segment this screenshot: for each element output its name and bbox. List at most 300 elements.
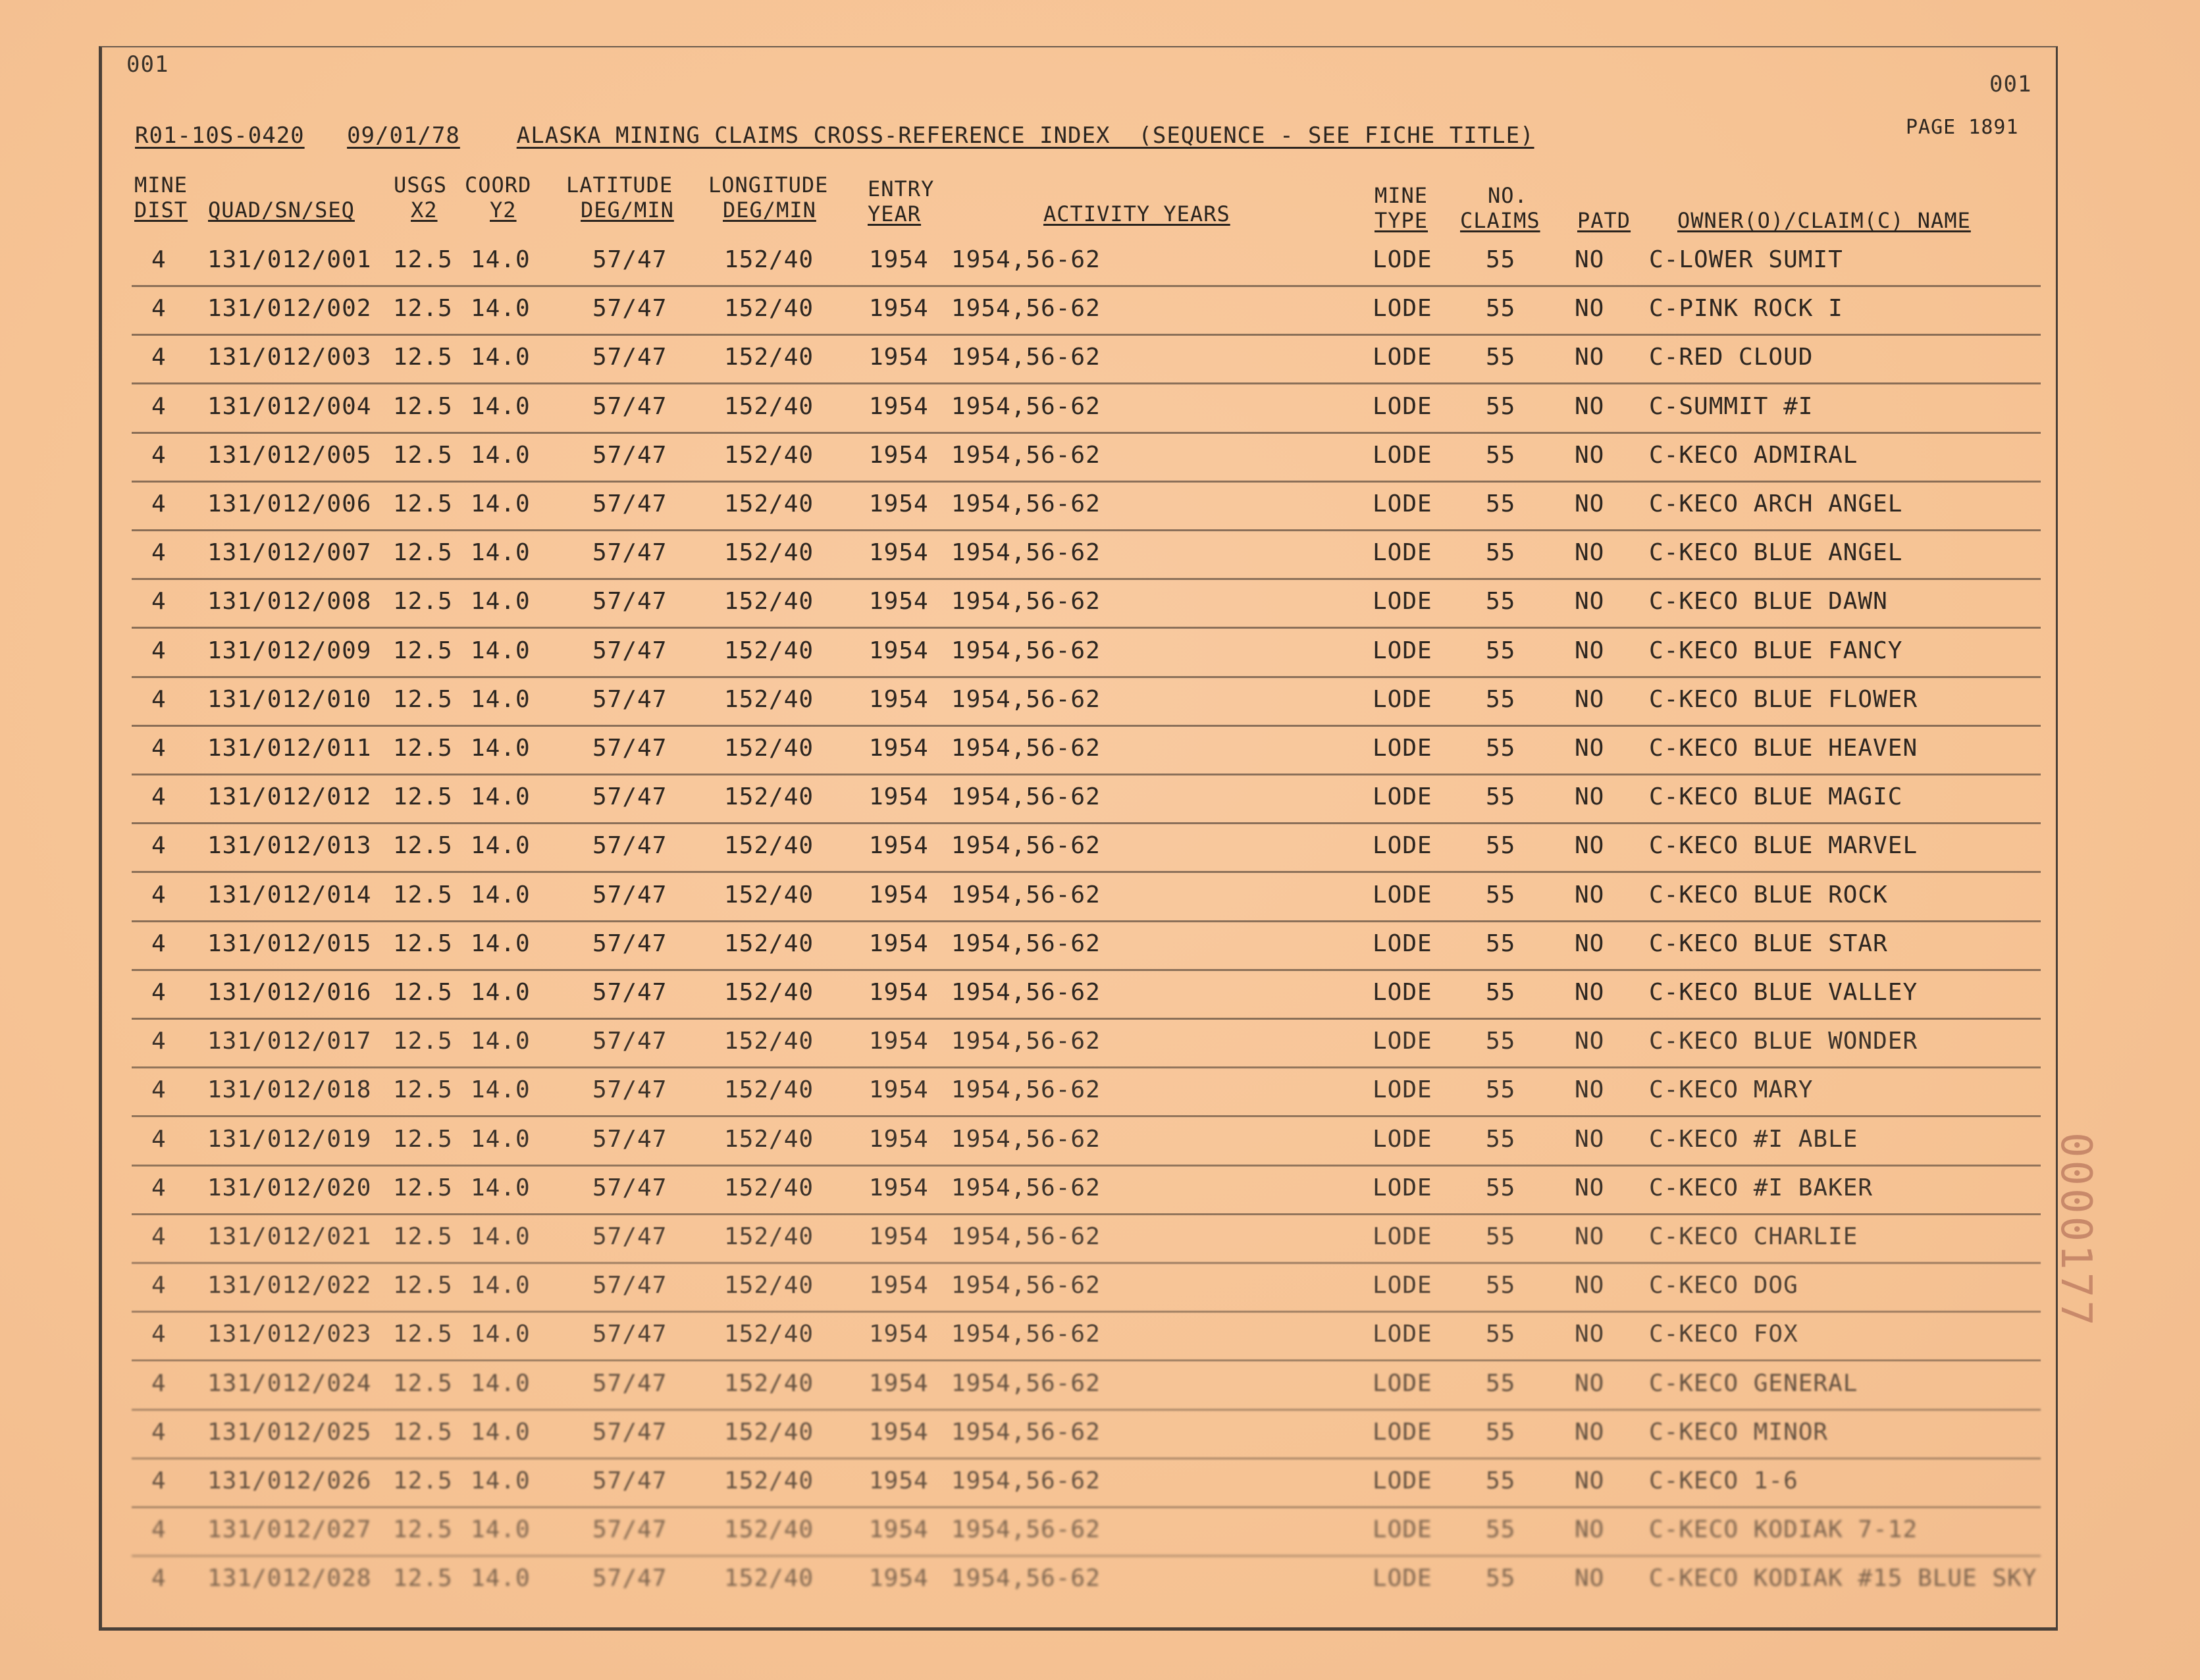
cell-quad-sn-seq: 131/012/002 — [207, 295, 372, 323]
cell-claim-name: C-KECO BLUE HEAVEN — [1649, 735, 1918, 762]
cell-entry-year: 1954 — [869, 1028, 929, 1055]
cell-usgs-x2: 12.5 — [393, 441, 453, 469]
cell-activity-years: 1954,56-62 — [951, 735, 1101, 762]
cell-longitude: 152/40 — [724, 392, 814, 420]
cell-patented: NO — [1575, 588, 1605, 616]
cell-no-claims: 55 — [1486, 979, 1516, 1006]
cell-no-claims: 55 — [1486, 930, 1516, 957]
cell-latitude: 57/47 — [592, 637, 668, 664]
cell-patented: NO — [1575, 1076, 1605, 1104]
cell-mine-dist: 4 — [151, 441, 167, 469]
cell-activity-years: 1954,56-62 — [951, 1076, 1101, 1104]
cell-mine-type: LODE — [1373, 588, 1432, 616]
col-usgs: USGS X2 — [394, 172, 448, 223]
table-row — [132, 922, 2041, 971]
cell-mine-type: LODE — [1373, 783, 1432, 811]
cell-longitude: 152/40 — [724, 979, 814, 1006]
cell-usgs-x2: 12.5 — [393, 881, 453, 908]
cell-claim-name: C-KECO ARCH ANGEL — [1649, 490, 1903, 517]
cell-mine-dist: 4 — [151, 735, 167, 762]
side-stamp: 0000177 — [2051, 1132, 2100, 1328]
cell-usgs-x2: 12.5 — [393, 1565, 453, 1592]
cell-claim-name: C-KECO CHARLIE — [1649, 1223, 1858, 1250]
cell-entry-year: 1954 — [869, 441, 929, 469]
cell-mine-type: LODE — [1373, 1125, 1432, 1153]
cell-entry-year: 1954 — [869, 588, 929, 616]
cell-patented: NO — [1575, 539, 1605, 567]
cell-longitude: 152/40 — [724, 1565, 814, 1592]
cell-longitude: 152/40 — [724, 1272, 814, 1299]
cell-usgs-x2: 12.5 — [393, 1369, 453, 1397]
cell-quad-sn-seq: 131/012/014 — [207, 881, 372, 908]
cell-patented: NO — [1575, 832, 1605, 860]
cell-mine-dist: 4 — [151, 1125, 167, 1153]
cell-no-claims: 55 — [1486, 1174, 1516, 1201]
cell-entry-year: 1954 — [869, 1125, 929, 1153]
cell-latitude: 57/47 — [592, 1467, 668, 1494]
cell-mine-type: LODE — [1373, 1028, 1432, 1055]
cell-longitude: 152/40 — [724, 441, 814, 469]
cell-mine-type: LODE — [1373, 637, 1432, 664]
cell-longitude: 152/40 — [724, 881, 814, 908]
cell-mine-dist: 4 — [151, 1272, 167, 1299]
table-row — [132, 1167, 2041, 1215]
cell-entry-year: 1954 — [869, 1223, 929, 1250]
cell-coord-y2: 14.0 — [471, 1223, 531, 1250]
cell-activity-years: 1954,56-62 — [951, 1369, 1101, 1397]
cell-latitude: 57/47 — [592, 588, 668, 616]
cell-activity-years: 1954,56-62 — [951, 1272, 1101, 1299]
cell-no-claims: 55 — [1486, 1223, 1516, 1250]
cell-longitude: 152/40 — [724, 1076, 814, 1104]
cell-coord-y2: 14.0 — [471, 1076, 531, 1104]
table-row — [132, 727, 2041, 775]
cell-no-claims: 55 — [1486, 441, 1516, 469]
cell-entry-year: 1954 — [869, 1467, 929, 1494]
top-left-code: 001 — [126, 51, 169, 78]
cell-quad-sn-seq: 131/012/010 — [207, 685, 372, 713]
cell-claim-name: C-KECO BLUE MARVEL — [1649, 832, 1918, 860]
cell-entry-year: 1954 — [869, 930, 929, 957]
cell-no-claims: 55 — [1486, 685, 1516, 713]
cell-latitude: 57/47 — [592, 1369, 668, 1397]
cell-latitude: 57/47 — [592, 1125, 668, 1153]
report-date: 09/01/78 — [347, 122, 460, 149]
cell-usgs-x2: 12.5 — [393, 1272, 453, 1299]
cell-activity-years: 1954,56-62 — [951, 1467, 1101, 1494]
table-row — [132, 1508, 2041, 1557]
cell-longitude: 152/40 — [724, 246, 814, 273]
table-row — [132, 1068, 2041, 1117]
cell-coord-y2: 14.0 — [471, 930, 531, 957]
cell-quad-sn-seq: 131/012/015 — [207, 930, 372, 957]
cell-no-claims: 55 — [1486, 1369, 1516, 1397]
cell-mine-dist: 4 — [151, 979, 167, 1006]
col-mine-dist: MINE DIST — [134, 172, 188, 223]
table-row — [132, 1215, 2041, 1264]
table-row — [132, 287, 2041, 336]
cell-coord-y2: 14.0 — [471, 246, 531, 273]
cell-activity-years: 1954,56-62 — [951, 1028, 1101, 1055]
cell-latitude: 57/47 — [592, 1418, 668, 1446]
cell-no-claims: 55 — [1486, 1028, 1516, 1055]
cell-entry-year: 1954 — [869, 1272, 929, 1299]
cell-no-claims: 55 — [1486, 1467, 1516, 1494]
cell-longitude: 152/40 — [724, 1516, 814, 1544]
cell-patented: NO — [1575, 1321, 1605, 1348]
cell-usgs-x2: 12.5 — [393, 295, 453, 323]
cell-no-claims: 55 — [1486, 246, 1516, 273]
cell-activity-years: 1954,56-62 — [951, 1565, 1101, 1592]
table-row — [132, 238, 2041, 287]
cell-coord-y2: 14.0 — [471, 1174, 531, 1201]
cell-claim-name: C-KECO BLUE VALLEY — [1649, 979, 1918, 1006]
cell-activity-years: 1954,56-62 — [951, 1516, 1101, 1544]
cell-no-claims: 55 — [1486, 637, 1516, 664]
cell-activity-years: 1954,56-62 — [951, 685, 1101, 713]
cell-patented: NO — [1575, 490, 1605, 517]
table-row — [132, 678, 2041, 727]
table-row — [132, 971, 2041, 1020]
cell-claim-name: C-KECO BLUE STAR — [1649, 930, 1888, 957]
cell-longitude: 152/40 — [724, 930, 814, 957]
cell-patented: NO — [1575, 344, 1605, 371]
cell-latitude: 57/47 — [592, 1028, 668, 1055]
cell-coord-y2: 14.0 — [471, 832, 531, 860]
cell-latitude: 57/47 — [592, 1565, 668, 1592]
cell-entry-year: 1954 — [869, 735, 929, 762]
cell-mine-dist: 4 — [151, 588, 167, 616]
table-row — [132, 385, 2041, 434]
cell-mine-type: LODE — [1373, 930, 1432, 957]
cell-coord-y2: 14.0 — [471, 881, 531, 908]
cell-activity-years: 1954,56-62 — [951, 832, 1101, 860]
cell-coord-y2: 14.0 — [471, 637, 531, 664]
cell-longitude: 152/40 — [724, 1028, 814, 1055]
cell-no-claims: 55 — [1486, 881, 1516, 908]
cell-no-claims: 55 — [1486, 783, 1516, 811]
cell-latitude: 57/47 — [592, 246, 668, 273]
cell-coord-y2: 14.0 — [471, 1125, 531, 1153]
cell-coord-y2: 14.0 — [471, 1565, 531, 1592]
cell-coord-y2: 14.0 — [471, 1467, 531, 1494]
cell-latitude: 57/47 — [592, 783, 668, 811]
cell-coord-y2: 14.0 — [471, 588, 531, 616]
cell-claim-name: C-KECO ADMIRAL — [1649, 441, 1858, 469]
cell-latitude: 57/47 — [592, 539, 668, 567]
cell-patented: NO — [1575, 441, 1605, 469]
cell-patented: NO — [1575, 1369, 1605, 1397]
cell-mine-dist: 4 — [151, 685, 167, 713]
cell-claim-name: C-PINK ROCK I — [1649, 295, 1843, 323]
table-row — [132, 483, 2041, 531]
cell-mine-type: LODE — [1373, 1223, 1432, 1250]
cell-mine-type: LODE — [1373, 392, 1432, 420]
cell-usgs-x2: 12.5 — [393, 246, 453, 273]
cell-usgs-x2: 12.5 — [393, 490, 453, 517]
cell-latitude: 57/47 — [592, 832, 668, 860]
cell-coord-y2: 14.0 — [471, 392, 531, 420]
cell-coord-y2: 14.0 — [471, 441, 531, 469]
cell-entry-year: 1954 — [869, 1369, 929, 1397]
cell-mine-dist: 4 — [151, 1321, 167, 1348]
cell-usgs-x2: 12.5 — [393, 1223, 453, 1250]
table-row — [132, 1264, 2041, 1313]
cell-claim-name: C-KECO BLUE ANGEL — [1649, 539, 1903, 567]
cell-usgs-x2: 12.5 — [393, 1418, 453, 1446]
cell-claim-name: C-KECO FOX — [1649, 1321, 1798, 1348]
cell-mine-type: LODE — [1373, 1369, 1432, 1397]
cell-mine-dist: 4 — [151, 1565, 167, 1592]
cell-no-claims: 55 — [1486, 1125, 1516, 1153]
cell-quad-sn-seq: 131/012/020 — [207, 1174, 372, 1201]
cell-mine-type: LODE — [1373, 441, 1432, 469]
page-number: PAGE 1891 — [1906, 116, 2019, 139]
cell-claim-name: C-KECO #I ABLE — [1649, 1125, 1858, 1153]
cell-claim-name: C-KECO BLUE MAGIC — [1649, 783, 1903, 811]
cell-entry-year: 1954 — [869, 539, 929, 567]
cell-claim-name: C-KECO MINOR — [1649, 1418, 1829, 1446]
cell-entry-year: 1954 — [869, 246, 929, 273]
cell-activity-years: 1954,56-62 — [951, 246, 1101, 273]
cell-latitude: 57/47 — [592, 490, 668, 517]
cell-claim-name: C-KECO BLUE WONDER — [1649, 1028, 1918, 1055]
cell-quad-sn-seq: 131/012/004 — [207, 392, 372, 420]
cell-mine-type: LODE — [1373, 735, 1432, 762]
cell-quad-sn-seq: 131/012/021 — [207, 1223, 372, 1250]
cell-longitude: 152/40 — [724, 783, 814, 811]
cell-coord-y2: 14.0 — [471, 1272, 531, 1299]
table-row — [132, 1411, 2041, 1459]
cell-entry-year: 1954 — [869, 1418, 929, 1446]
cell-no-claims: 55 — [1486, 735, 1516, 762]
cell-longitude: 152/40 — [724, 1467, 814, 1494]
cell-usgs-x2: 12.5 — [393, 685, 453, 713]
cell-coord-y2: 14.0 — [471, 685, 531, 713]
table-row — [132, 874, 2041, 922]
table-row — [132, 629, 2041, 678]
cell-mine-dist: 4 — [151, 637, 167, 664]
table-row — [132, 1459, 2041, 1508]
cell-mine-type: LODE — [1373, 295, 1432, 323]
cell-no-claims: 55 — [1486, 344, 1516, 371]
cell-mine-dist: 4 — [151, 295, 167, 323]
cell-activity-years: 1954,56-62 — [951, 1321, 1101, 1348]
cell-patented: NO — [1575, 930, 1605, 957]
cell-mine-dist: 4 — [151, 344, 167, 371]
cell-claim-name: C-KECO BLUE FLOWER — [1649, 685, 1918, 713]
cell-activity-years: 1954,56-62 — [951, 979, 1101, 1006]
cell-mine-dist: 4 — [151, 539, 167, 567]
cell-activity-years: 1954,56-62 — [951, 588, 1101, 616]
cell-usgs-x2: 12.5 — [393, 1467, 453, 1494]
cell-longitude: 152/40 — [724, 295, 814, 323]
cell-quad-sn-seq: 131/012/028 — [207, 1565, 372, 1592]
cell-latitude: 57/47 — [592, 1076, 668, 1104]
col-owner: OWNER(O)/CLAIM(C) NAME — [1677, 208, 1971, 233]
cell-mine-type: LODE — [1373, 979, 1432, 1006]
cell-coord-y2: 14.0 — [471, 979, 531, 1006]
cell-mine-dist: 4 — [151, 1223, 167, 1250]
cell-claim-name: C-KECO #I BAKER — [1649, 1174, 1873, 1201]
cell-patented: NO — [1575, 1272, 1605, 1299]
table-row — [132, 580, 2041, 629]
cell-mine-dist: 4 — [151, 490, 167, 517]
cell-latitude: 57/47 — [592, 1516, 668, 1544]
cell-mine-dist: 4 — [151, 392, 167, 420]
cell-coord-y2: 14.0 — [471, 1369, 531, 1397]
cell-patented: NO — [1575, 1223, 1605, 1250]
cell-patented: NO — [1575, 1565, 1605, 1592]
cell-mine-type: LODE — [1373, 1418, 1432, 1446]
cell-quad-sn-seq: 131/012/025 — [207, 1418, 372, 1446]
cell-quad-sn-seq: 131/012/001 — [207, 246, 372, 273]
cell-latitude: 57/47 — [592, 1321, 668, 1348]
cell-quad-sn-seq: 131/012/016 — [207, 979, 372, 1006]
cell-no-claims: 55 — [1486, 295, 1516, 323]
cell-mine-type: LODE — [1373, 539, 1432, 567]
cell-mine-type: LODE — [1373, 344, 1432, 371]
cell-entry-year: 1954 — [869, 685, 929, 713]
cell-activity-years: 1954,56-62 — [951, 344, 1101, 371]
cell-usgs-x2: 12.5 — [393, 1321, 453, 1348]
cell-quad-sn-seq: 131/012/008 — [207, 588, 372, 616]
cell-quad-sn-seq: 131/012/005 — [207, 441, 372, 469]
cell-claim-name: C-KECO KODIAK 7-12 — [1649, 1516, 1918, 1544]
cell-mine-dist: 4 — [151, 783, 167, 811]
cell-usgs-x2: 12.5 — [393, 1028, 453, 1055]
cell-usgs-x2: 12.5 — [393, 344, 453, 371]
cell-mine-dist: 4 — [151, 246, 167, 273]
cell-mine-dist: 4 — [151, 930, 167, 957]
cell-mine-type: LODE — [1373, 1565, 1432, 1592]
cell-patented: NO — [1575, 1125, 1605, 1153]
table-row — [132, 1118, 2041, 1167]
cell-longitude: 152/40 — [724, 1174, 814, 1201]
cell-activity-years: 1954,56-62 — [951, 295, 1101, 323]
cell-latitude: 57/47 — [592, 735, 668, 762]
cell-entry-year: 1954 — [869, 392, 929, 420]
cell-longitude: 152/40 — [724, 1125, 814, 1153]
table-row — [132, 824, 2041, 873]
cell-coord-y2: 14.0 — [471, 344, 531, 371]
cell-usgs-x2: 12.5 — [393, 783, 453, 811]
cell-no-claims: 55 — [1486, 1321, 1516, 1348]
col-entry-year: ENTRY YEAR — [868, 176, 935, 226]
table-row — [132, 1313, 2041, 1361]
cell-latitude: 57/47 — [592, 344, 668, 371]
cell-quad-sn-seq: 131/012/011 — [207, 735, 372, 762]
cell-latitude: 57/47 — [592, 979, 668, 1006]
cell-mine-dist: 4 — [151, 832, 167, 860]
cell-usgs-x2: 12.5 — [393, 539, 453, 567]
cell-quad-sn-seq: 131/012/019 — [207, 1125, 372, 1153]
cell-no-claims: 55 — [1486, 1516, 1516, 1544]
cell-entry-year: 1954 — [869, 637, 929, 664]
col-mine-type: MINE TYPE — [1375, 183, 1428, 233]
cell-usgs-x2: 12.5 — [393, 832, 453, 860]
cell-no-claims: 55 — [1486, 588, 1516, 616]
cell-mine-type: LODE — [1373, 1321, 1432, 1348]
cell-mine-dist: 4 — [151, 1076, 167, 1104]
cell-coord-y2: 14.0 — [471, 295, 531, 323]
cell-mine-type: LODE — [1373, 1516, 1432, 1544]
cell-activity-years: 1954,56-62 — [951, 441, 1101, 469]
cell-longitude: 152/40 — [724, 685, 814, 713]
cell-entry-year: 1954 — [869, 1516, 929, 1544]
cell-activity-years: 1954,56-62 — [951, 930, 1101, 957]
cell-patented: NO — [1575, 685, 1605, 713]
cell-usgs-x2: 12.5 — [393, 637, 453, 664]
cell-entry-year: 1954 — [869, 295, 929, 323]
table-row — [132, 1557, 2041, 1606]
cell-mine-type: LODE — [1373, 685, 1432, 713]
cell-quad-sn-seq: 131/012/024 — [207, 1369, 372, 1397]
cell-quad-sn-seq: 131/012/009 — [207, 637, 372, 664]
cell-entry-year: 1954 — [869, 344, 929, 371]
cell-usgs-x2: 12.5 — [393, 1174, 453, 1201]
cell-quad-sn-seq: 131/012/006 — [207, 490, 372, 517]
cell-activity-years: 1954,56-62 — [951, 1174, 1101, 1201]
cell-latitude: 57/47 — [592, 392, 668, 420]
cell-coord-y2: 14.0 — [471, 1418, 531, 1446]
cell-entry-year: 1954 — [869, 490, 929, 517]
cell-longitude: 152/40 — [724, 588, 814, 616]
cell-latitude: 57/47 — [592, 1174, 668, 1201]
cell-claim-name: C-RED CLOUD — [1649, 344, 1814, 371]
cell-usgs-x2: 12.5 — [393, 1076, 453, 1104]
cell-entry-year: 1954 — [869, 1565, 929, 1592]
cell-mine-type: LODE — [1373, 881, 1432, 908]
cell-latitude: 57/47 — [592, 1223, 668, 1250]
cell-entry-year: 1954 — [869, 1321, 929, 1348]
cell-patented: NO — [1575, 1028, 1605, 1055]
cell-entry-year: 1954 — [869, 832, 929, 860]
cell-longitude: 152/40 — [724, 637, 814, 664]
cell-patented: NO — [1575, 881, 1605, 908]
cell-activity-years: 1954,56-62 — [951, 392, 1101, 420]
cell-mine-dist: 4 — [151, 1369, 167, 1397]
col-latitude: LATITUDE DEG/MIN — [566, 172, 674, 223]
cell-claim-name: C-KECO KODIAK #15 BLUE SKY — [1649, 1565, 2037, 1592]
cell-entry-year: 1954 — [869, 1174, 929, 1201]
cell-activity-years: 1954,56-62 — [951, 637, 1101, 664]
col-claims: NO. CLAIMS — [1460, 183, 1540, 233]
cell-coord-y2: 14.0 — [471, 1516, 531, 1544]
table-row — [132, 336, 2041, 384]
report-id: R01-10S-0420 — [135, 122, 305, 149]
cell-usgs-x2: 12.5 — [393, 1125, 453, 1153]
cell-mine-type: LODE — [1373, 1272, 1432, 1299]
cell-no-claims: 55 — [1486, 1272, 1516, 1299]
cell-no-claims: 55 — [1486, 539, 1516, 567]
cell-claim-name: C-KECO DOG — [1649, 1272, 1798, 1299]
cell-claim-name: C-KECO BLUE DAWN — [1649, 588, 1888, 616]
cell-usgs-x2: 12.5 — [393, 588, 453, 616]
cell-mine-dist: 4 — [151, 1418, 167, 1446]
cell-latitude: 57/47 — [592, 1272, 668, 1299]
cell-activity-years: 1954,56-62 — [951, 783, 1101, 811]
cell-patented: NO — [1575, 246, 1605, 273]
cell-entry-year: 1954 — [869, 979, 929, 1006]
cell-quad-sn-seq: 131/012/018 — [207, 1076, 372, 1104]
cell-coord-y2: 14.0 — [471, 783, 531, 811]
table-row — [132, 775, 2041, 824]
cell-longitude: 152/40 — [724, 832, 814, 860]
table-row — [132, 1020, 2041, 1068]
col-coord: COORD Y2 — [465, 172, 532, 223]
cell-activity-years: 1954,56-62 — [951, 490, 1101, 517]
